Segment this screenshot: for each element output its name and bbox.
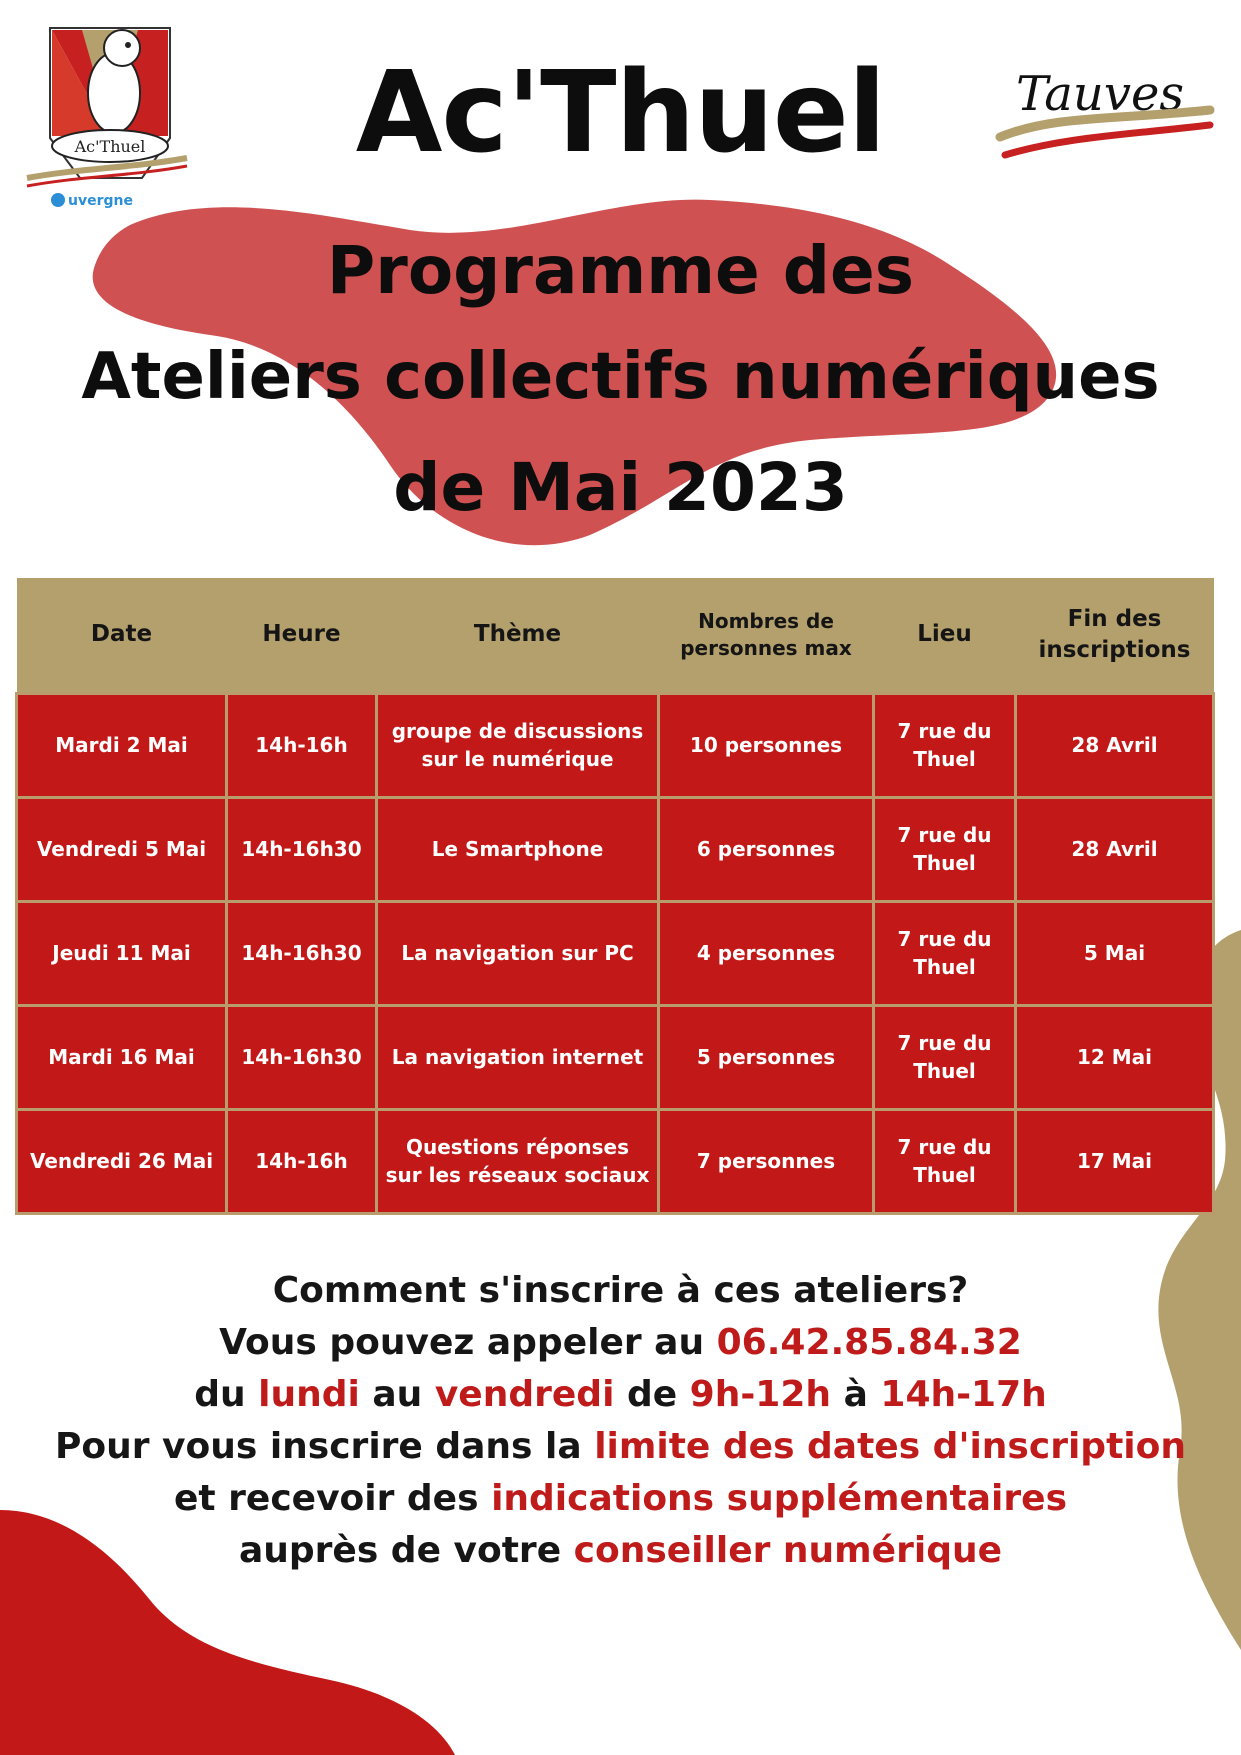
cell-theme — [377, 797, 659, 901]
info-advisor-line — [0, 1525, 1241, 1577]
main-title: Ac'Thuel — [355, 48, 886, 178]
cell-lieu-line2: Thuel — [913, 747, 976, 771]
cell-theme — [377, 1109, 659, 1213]
cell-fin: 5 Mai — [1016, 901, 1214, 1005]
header-date: Date — [90, 621, 153, 648]
cell-lieu — [874, 1005, 1016, 1109]
table-row — [17, 1109, 1214, 1213]
info-hours-du: du — [194, 1374, 259, 1415]
info-advisor-prefix: auprès de votre — [238, 1530, 574, 1571]
table-row — [17, 901, 1214, 1005]
registration-info — [0, 1265, 1241, 1577]
info-question: Comment s'inscrire à ces ateliers? — [272, 1270, 969, 1311]
cell-date: Vendredi 5 Mai — [17, 797, 227, 901]
header-nombres-line1: Nombres de — [698, 608, 834, 633]
header-theme: Thème — [473, 621, 562, 648]
day-lundi: lundi — [258, 1374, 360, 1415]
cell-lieu — [874, 901, 1016, 1005]
cell-lieu-line2: Thuel — [913, 851, 976, 875]
cell-theme-line1: Questions réponses — [405, 1135, 630, 1159]
cell-theme — [377, 1005, 659, 1109]
cell-heure: 14h-16h30 — [227, 797, 377, 901]
cell-fin: 17 Mai — [1016, 1109, 1214, 1213]
limit-dates: limite des dates d'inscription — [594, 1426, 1186, 1467]
cell-lieu-line1: 7 rue du — [897, 927, 992, 951]
cell-fin: 28 Avril — [1016, 693, 1214, 797]
cell-theme-line1: groupe de discussions — [391, 719, 644, 743]
left-logo-text: Ac'Thuel — [74, 137, 146, 156]
table-header-row — [17, 578, 1214, 693]
info-hours-line — [0, 1369, 1241, 1421]
info-limit-line — [0, 1421, 1241, 1473]
hours-morning: 9h-12h — [689, 1374, 832, 1415]
header-nombres — [659, 578, 874, 693]
cell-heure: 14h-16h — [227, 693, 377, 797]
info-indications-line — [0, 1473, 1241, 1525]
digital-advisor: conseiller numérique — [573, 1530, 1003, 1571]
table-row — [17, 693, 1214, 797]
cell-heure: 14h-16h — [227, 1109, 377, 1213]
cell-theme-line2: sur les réseaux sociaux — [385, 1163, 650, 1187]
phone-number: 06.42.85.84.32 — [716, 1322, 1022, 1363]
cell-date: Mardi 16 Mai — [17, 1005, 227, 1109]
cell-lieu — [874, 797, 1016, 901]
cell-date: Jeudi 11 Mai — [17, 901, 227, 1005]
cell-date: Mardi 2 Mai — [17, 693, 227, 797]
cell-places: 4 personnes — [659, 901, 874, 1005]
cell-lieu — [874, 693, 1016, 797]
cell-lieu-line1: 7 rue du — [897, 1135, 992, 1159]
cell-heure: 14h-16h30 — [227, 901, 377, 1005]
header-heure: Heure — [262, 621, 341, 648]
cell-lieu-line1: 7 rue du — [897, 719, 992, 743]
subtitle-line-2: Ateliers collectifs numériques — [81, 340, 1160, 414]
cell-theme — [377, 693, 659, 797]
hours-afternoon: 14h-17h — [880, 1374, 1047, 1415]
cell-theme-line2: sur le numérique — [421, 747, 614, 771]
header-nombres-line2: personnes max — [680, 635, 852, 660]
cell-lieu-line2: Thuel — [913, 1163, 976, 1187]
cell-fin: 28 Avril — [1016, 797, 1214, 901]
cell-lieu-line1: 7 rue du — [897, 1031, 992, 1055]
cell-theme-line1: La navigation internet — [391, 1045, 644, 1069]
cell-lieu-line2: Thuel — [913, 955, 976, 979]
cell-lieu-line1: 7 rue du — [897, 823, 992, 847]
schedule-table-wrapper — [15, 578, 1212, 1215]
info-phone-line — [0, 1317, 1241, 1369]
cell-places: 7 personnes — [659, 1109, 874, 1213]
header-lieu: Lieu — [917, 621, 972, 648]
cell-fin: 12 Mai — [1016, 1005, 1214, 1109]
info-indications-prefix: et recevoir des — [174, 1478, 492, 1519]
left-logo-sub: uvergne — [68, 193, 133, 208]
cell-places: 10 personnes — [659, 693, 874, 797]
cell-lieu — [874, 1109, 1016, 1213]
cell-theme-line1: La navigation sur PC — [401, 941, 634, 965]
tauves-logo-text: Tauves — [1016, 66, 1184, 122]
info-phone-prefix: Vous pouvez appeler au — [219, 1322, 717, 1363]
cell-lieu-line2: Thuel — [913, 1059, 976, 1083]
cell-theme-line1: Le Smartphone — [431, 837, 604, 861]
cell-places: 6 personnes — [659, 797, 874, 901]
header-fin-line2: inscriptions — [1038, 636, 1191, 663]
info-hours-au: au — [359, 1374, 435, 1415]
cell-places: 5 personnes — [659, 1005, 874, 1109]
cell-theme — [377, 901, 659, 1005]
info-hours-a: à — [831, 1374, 881, 1415]
subtitle-line-3: de Mai 2023 — [393, 449, 848, 526]
day-vendredi: vendredi — [434, 1374, 615, 1415]
cell-date: Vendredi 26 Mai — [17, 1109, 227, 1213]
cell-heure: 14h-16h30 — [227, 1005, 377, 1109]
schedule-table — [15, 578, 1215, 1215]
header-fin — [1016, 578, 1214, 693]
table-row — [17, 1005, 1214, 1109]
extra-indications: indications supplémentaires — [491, 1478, 1067, 1519]
subtitle-line-1: Programme des — [326, 232, 915, 309]
table-row — [17, 797, 1214, 901]
info-limit-prefix: Pour vous inscrire dans la — [55, 1426, 595, 1467]
header-fin-line1: Fin des — [1067, 605, 1162, 632]
info-hours-de: de — [614, 1374, 690, 1415]
